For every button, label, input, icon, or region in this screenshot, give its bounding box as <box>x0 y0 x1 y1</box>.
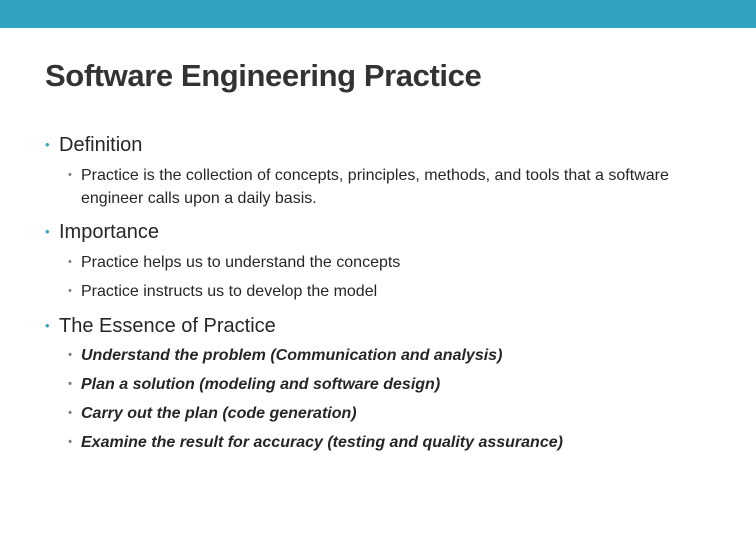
section-definition <box>30 132 730 210</box>
bullet-item <box>30 277 730 306</box>
top-accent-bar <box>0 0 756 28</box>
section-importance <box>30 219 730 306</box>
bullet-heading <box>30 132 730 158</box>
bullet-icon: • <box>68 349 72 361</box>
bullet-item <box>30 248 730 277</box>
section-essence <box>30 313 730 457</box>
bullet-text: Understand the problem (Communication and analysis) <box>81 347 503 364</box>
bullet-heading <box>30 219 730 245</box>
bullet-item <box>30 370 730 399</box>
bullet-icon: • <box>68 436 72 448</box>
bullet-text: Carry out the plan (code generation) <box>81 405 357 422</box>
bullet-icon: • <box>68 407 72 419</box>
bullet-item <box>30 341 730 370</box>
bullet-text: Plan a solution (modeling and software design) <box>81 376 441 393</box>
section-heading: Definition <box>59 134 143 156</box>
bullet-icon: • <box>68 285 72 297</box>
section-heading: Importance <box>59 221 160 243</box>
bullet-text: Practice helps us to understand the concepts <box>81 254 401 271</box>
bullet-icon: • <box>45 137 50 152</box>
bullet-icon: • <box>45 318 50 333</box>
bullet-heading <box>30 313 730 339</box>
slide-body <box>30 132 730 457</box>
bullet-text: Practice is the collection of concepts, principles, methods, and tools that a software engineer calls upon a daily basis. <box>81 167 669 207</box>
bullet-icon: • <box>68 169 72 181</box>
bullet-icon: • <box>68 378 72 390</box>
bullet-text: Practice instructs us to develop the model <box>81 283 378 300</box>
bullet-text: Examine the result for accuracy (testing and quality assurance) <box>81 434 563 451</box>
slide-title: Software Engineering Practice <box>45 58 482 93</box>
bullet-item <box>30 164 730 210</box>
section-heading: The Essence of Practice <box>59 315 276 337</box>
bullet-icon: • <box>45 224 50 239</box>
bullet-item <box>30 399 730 428</box>
bullet-icon: • <box>68 256 72 268</box>
bullet-item <box>30 428 730 457</box>
